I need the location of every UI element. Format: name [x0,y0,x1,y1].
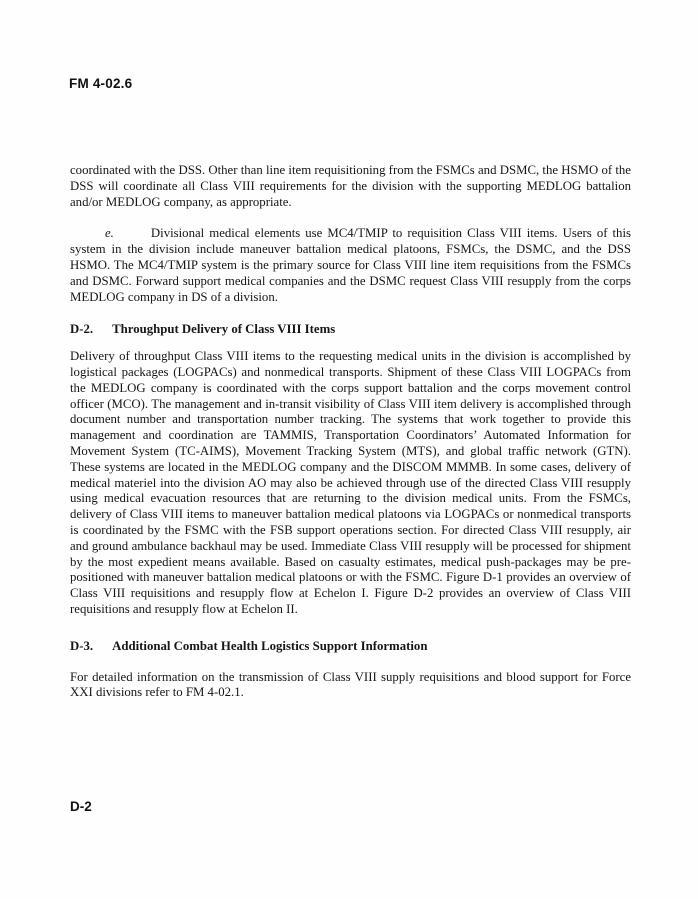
section-paragraph-d3: For detailed information on the transmission of Class VIII supply requisitions and blood support for Force XXI divisions refer to FM 4-02.1. [70,669,631,700]
section-number-d2: D-2. [70,322,94,337]
paragraph-continuation: coordinated with the DSS. Other than line item requisitioning from the FSMCs and DSMC, the HSMO of the DSS will coordinate all Class VIII requirements for the division with the supporting MEDLOG battalion and/or MEDLOG company, as appropriate. [70,163,631,209]
list-item-e-label: e. [105,226,114,241]
section-heading-d3 [70,639,631,655]
section-title-d2: Throughput Delivery of Class VIII Items [112,322,336,337]
running-header: FM 4-02.6 [69,76,133,91]
section-heading-d2 [70,322,631,338]
section-number-d3: D-3. [70,638,94,653]
list-item-e-text: Divisional medical elements use MC4/TMIP to requisition Class VIII items. Users of this system in the division include maneuver battalion medical platoons, FSMCs, the DSMC, and the DSS HSMO. The MC4/TMIP system is the primary source for Class VIII line item requisitions from the FSMCs and DSMC. Forward support medical companies and the DSMC request Class VIII resupply from the corps MEDLOG company in DS of a division. [70,226,631,304]
list-item-e [70,226,631,305]
section-paragraph-d2: Delivery of throughput Class VIII items to the requesting medical units in the division is accomplished by logistical packages (LOGPACs) and nonmedical transports. Shipment of these Class VIII LOGPACs from the MEDLOG company is coordinated with the corps support battalion and the corps movement control officer (MCO). The management and in-transit visibility of Class VIII item delivery is accomplished through document number and transportation number tracking. The systems that work together to provide this management and coordination are TAMMIS, Transportation Coordinators’ Automated Information for Movement System (TC-AIMS), Movement Tracking System (MTS), and global traffic network (GTN). These systems are located in the MEDLOG company and the DISCOM MMMB. In some cases, delivery of medical materiel into the division AO may also be achieved through use of the directed Class VIII resupply using medical evacuation resources that are returning to the division medical units. From the FSMCs, delivery of Class VIII items to maneuver battalion medical platoons via LOGPACs or nonmedical transports is coordinated by the FSMC with the FSB support operations section. For directed Class VIII resupply, air and ground ambulance backhaul may be used. Immediate Class VIII resupply will be processed for shipment by the most expedient means available. Based on casualty estimates, medical push-packages may be pre-positioned with maneuver battalion medical platoons or with the FSMC. Figure D-1 provides an overview of Class VIII requisitions and resupply flow at Echelon I. Figure D-2 provides an overview of Class VIII requisitions and resupply flow at Echelon II. [70,349,631,616]
page-content [70,163,631,701]
section-title-d3: Additional Combat Health Logistics Support Information [112,638,428,653]
page-number-footer: D-2 [70,799,92,814]
